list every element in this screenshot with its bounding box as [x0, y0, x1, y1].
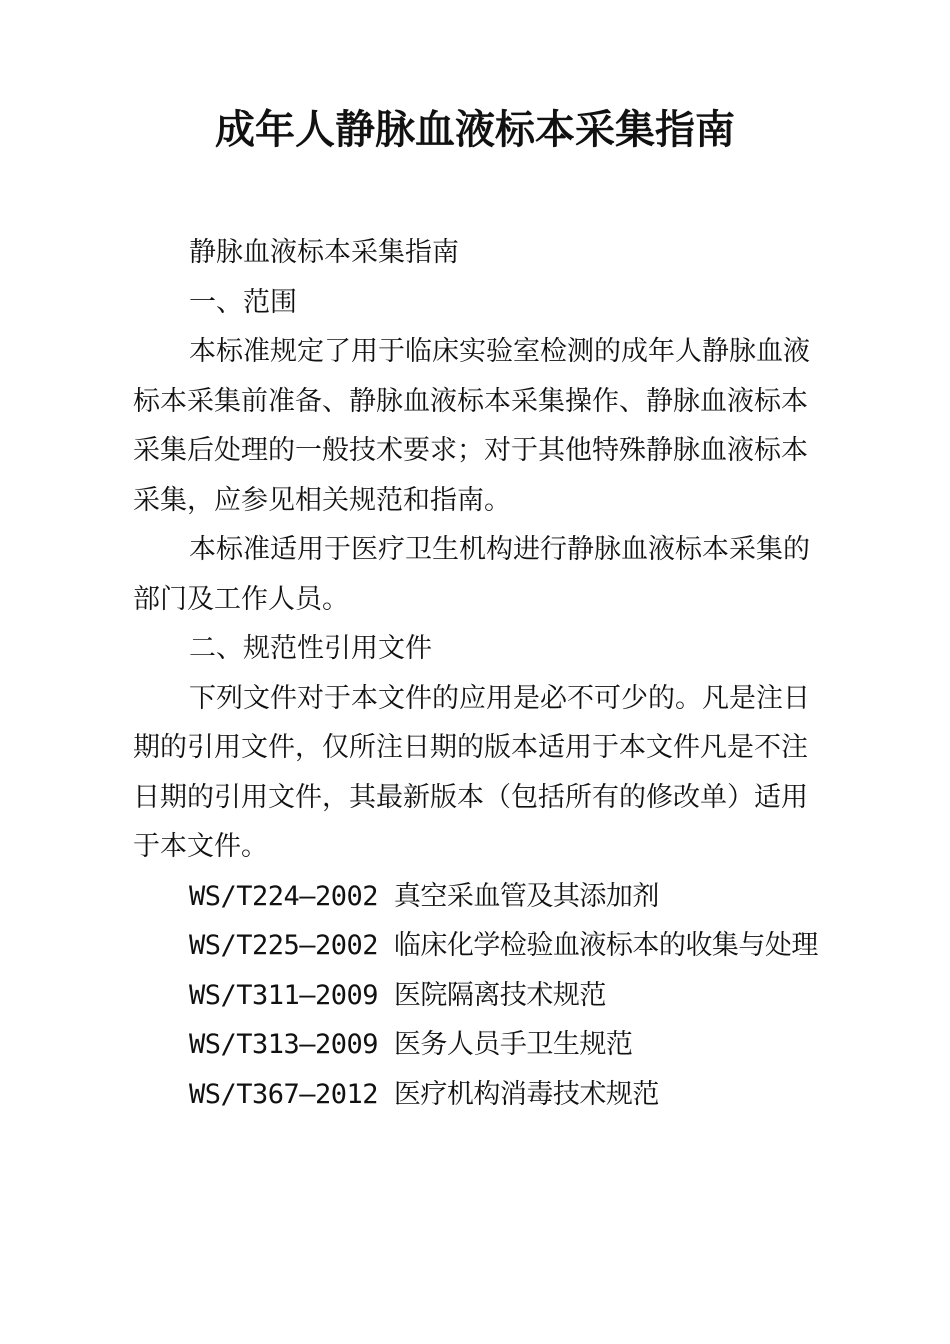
references-intro-paragraph: 下列文件对于本文件的应用是必不可少的。凡是注日期的引用文件，仅所注日期的版本适用于本文件凡是不注日期的引用文件，其最新版本（包括所有的修改单）适用于本文件。 — [133, 682, 810, 862]
reference-item: WS/T367—2012 医疗机构消毒技术规范 — [189, 1078, 659, 1110]
reference-item: WS/T311—2009 医院隔离技术规范 — [189, 979, 606, 1011]
section-heading-references: 二、规范性引用文件 — [189, 633, 432, 664]
reference-item: WS/T224—2002 真空采血管及其添加剂 — [189, 880, 659, 912]
subtitle-paragraph: 静脉血液标本采集指南 — [189, 237, 459, 268]
scope-paragraph-1: 本标准规定了用于临床实验室检测的成年人静脉血液标本采集前准备、静脉血液标本采集操作、静脉血液标本采集后处理的一般技术要求；对于其他特殊静脉血液标本采集，应参见相关规范和指南。 — [133, 336, 810, 516]
scope-paragraph-2: 本标准适用于医疗卫生机构进行静脉血液标本采集的部门及工作人员。 — [133, 534, 810, 615]
reference-item: WS/T313—2009 医务人员手卫生规范 — [189, 1029, 633, 1060]
section-heading-scope: 一、范围 — [189, 286, 297, 318]
document-title: 成年人静脉血液标本采集指南 — [215, 107, 735, 153]
reference-item: WS/T225—2002 临床化学检验血液标本的收集与处理 — [189, 930, 818, 961]
document-body — [133, 228, 833, 1119]
